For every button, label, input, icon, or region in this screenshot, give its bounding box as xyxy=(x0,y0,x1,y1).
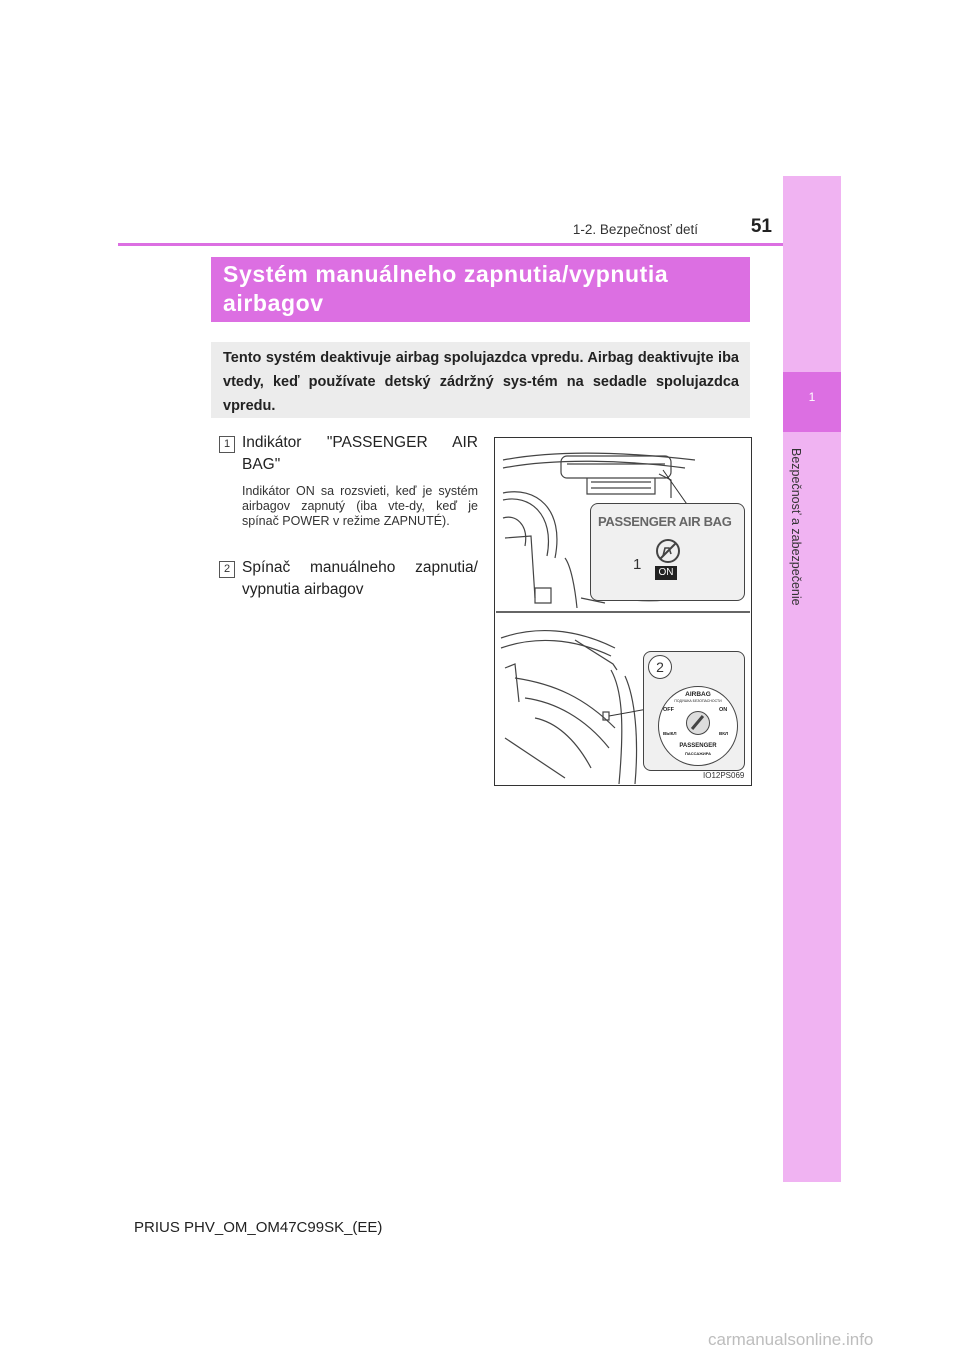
item-title-2: Spínač manuálneho zapnutia/ vypnutia airbagov xyxy=(242,559,478,598)
switch-top-label: AIRBAG xyxy=(685,691,711,698)
chapter-side-tab xyxy=(783,176,841,1182)
chapter-title xyxy=(789,448,827,628)
section-reference: 1-2. Bezpečnosť detí xyxy=(572,222,698,237)
item-title-1: Indikátor "PASSENGER AIR BAG" xyxy=(242,434,478,473)
indicator-callout-box xyxy=(590,503,745,601)
switch-callout-number: 2 xyxy=(648,655,672,679)
switch-bottom-label: PASSENGER xyxy=(679,743,717,749)
key-slot-icon xyxy=(686,711,710,735)
summary-text: Tento systém deaktivuje airbag spolujazdca vpredu. Airbag deaktivujte iba vtedy, keď používate detský zádržný sys-tém na sedadle spolujazdca vpredu. xyxy=(223,350,739,414)
switch-callout-box xyxy=(643,651,745,771)
switch-on-label: ON xyxy=(719,707,728,713)
switch-top-label-ru: ПОДУШКА БЕЗОПАСНОСТИ xyxy=(674,699,722,703)
switch-on-label-ru: ВКЛ xyxy=(719,731,729,736)
airbag-switch-dial xyxy=(658,686,738,766)
airbag-off-icon xyxy=(655,538,681,564)
section-title-banner xyxy=(211,257,750,322)
indicator-label: PASSENGER AIR BAG xyxy=(598,514,732,529)
on-indicator-lamp: ON xyxy=(655,566,677,580)
section-title: Systém manuálneho zapnutia/vypnutia airbagov xyxy=(223,261,669,316)
item-number-1: 1 xyxy=(219,436,235,453)
switch-off-label: OFF xyxy=(663,707,674,713)
illustration-code: IO12PS069 xyxy=(703,771,745,780)
switch-bottom-label-ru: ПАССАЖИРА xyxy=(685,751,711,756)
airbag-illustration xyxy=(494,437,752,786)
switch-off-label-ru: ВЫКЛ xyxy=(663,731,677,736)
item-description-1: Indikátor ON sa rozsvieti, keď je systém airbagov zapnutý (iba vte-dy, keď je spínač POWER v režime ZAPNUTÉ). xyxy=(242,484,478,528)
page-number: 51 xyxy=(750,216,772,237)
indicator-callout-number: 1 xyxy=(633,556,642,573)
summary-box xyxy=(211,342,750,418)
header-rule xyxy=(118,243,783,246)
watermark: carmanualsonline.info xyxy=(708,1330,874,1349)
item-number-2: 2 xyxy=(219,561,235,578)
document-id: PRIUS PHV_OM_OM47C99SK_(EE) xyxy=(134,1219,383,1236)
chapter-number: 1 xyxy=(808,390,816,404)
chapter-title-text: Bezpečnosť a zabezpečenie xyxy=(789,448,803,606)
